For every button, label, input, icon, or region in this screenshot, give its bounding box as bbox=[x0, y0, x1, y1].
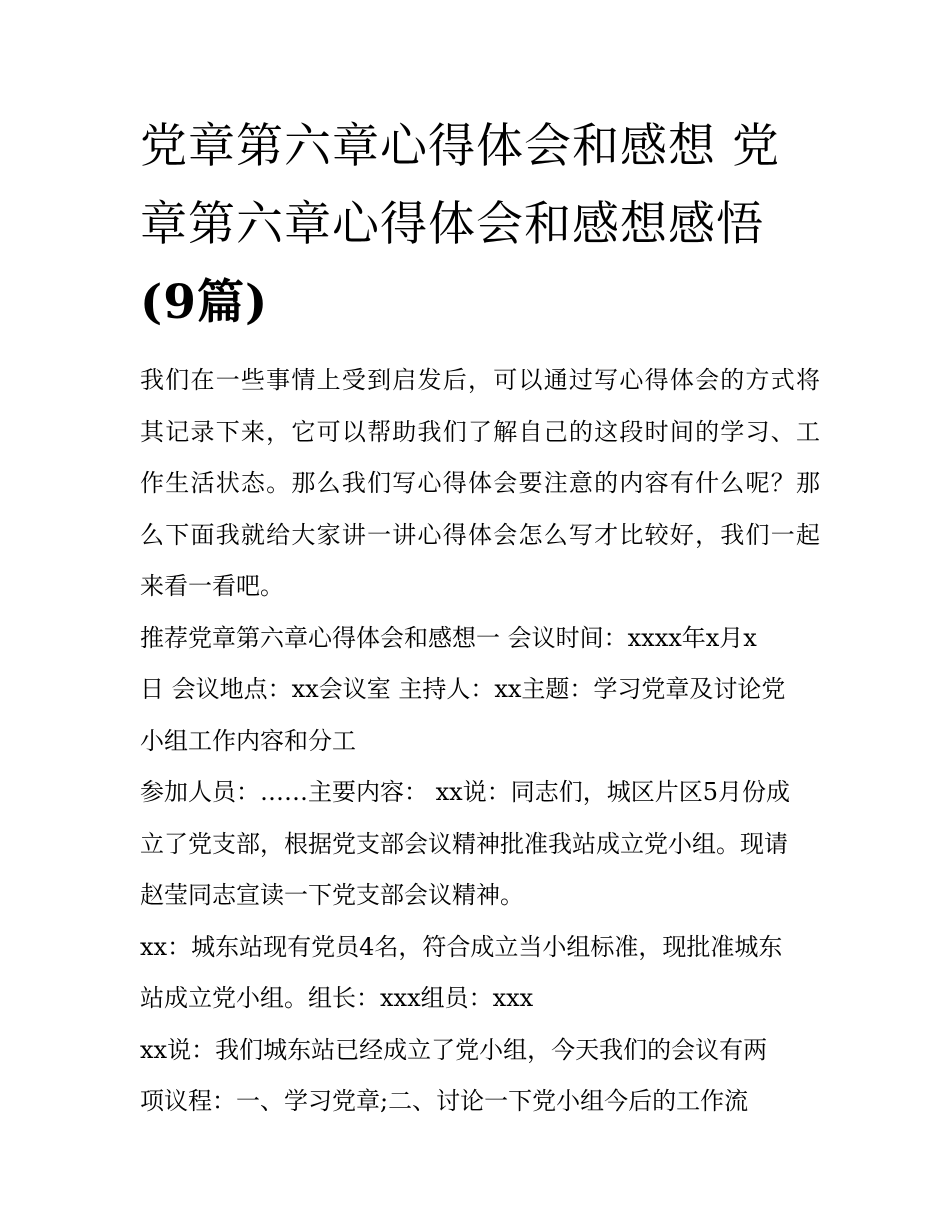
body-line: 参加人员：……主要内容： xx说：同志们，城区片区5月份成 bbox=[140, 778, 790, 806]
body-line: 作生活状态。那么我们写心得体会要注意的内容有什么呢？那 bbox=[140, 469, 820, 497]
title-line: 党章第六章心得体会和感想 党 bbox=[140, 119, 780, 174]
body-line: 来看一看吧。 bbox=[140, 572, 284, 600]
body-line: xx：城东站现有党员4名，符合成立当小组标准，现批准城东 bbox=[140, 932, 783, 961]
body-line: 赵莹同志宣读一下党支部会议精神。 bbox=[140, 881, 524, 909]
body-line: 日 会议地点：xx会议室 主持人：xx主题：学习党章及讨论党 bbox=[140, 675, 786, 703]
body-line: 么下面我就给大家讲一讲心得体会怎么写才比较好，我们一起 bbox=[140, 520, 820, 549]
body-line: 其记录下来，它可以帮助我们了解自己的这段时间的学习、工 bbox=[140, 417, 820, 446]
body-line: 小组工作内容和分工 bbox=[140, 726, 356, 755]
body-line: 推荐党章第六章心得体会和感想一 会议时间：xxxx年x月x bbox=[140, 623, 757, 652]
document-title bbox=[140, 108, 820, 342]
body-line: xx说：我们城东站已经成立了党小组，今天我们的会议有两 bbox=[140, 1035, 768, 1064]
title-line: (9篇) bbox=[140, 275, 269, 330]
body-line: 立了党支部，根据党支部会议精神批准我站成立党小组。现请 bbox=[140, 829, 788, 858]
body-line: 站成立党小组。组长：xxx组员：xxx bbox=[140, 984, 534, 1012]
document-body bbox=[140, 355, 820, 1128]
body-line: 我们在一些事情上受到启发后，可以通过写心得体会的方式将 bbox=[140, 366, 820, 394]
body-line: 项议程：一、学习党章;二、讨论一下党小组今后的工作流 bbox=[140, 1087, 749, 1115]
title-line: 章第六章心得体会和感想感悟 bbox=[140, 197, 764, 252]
